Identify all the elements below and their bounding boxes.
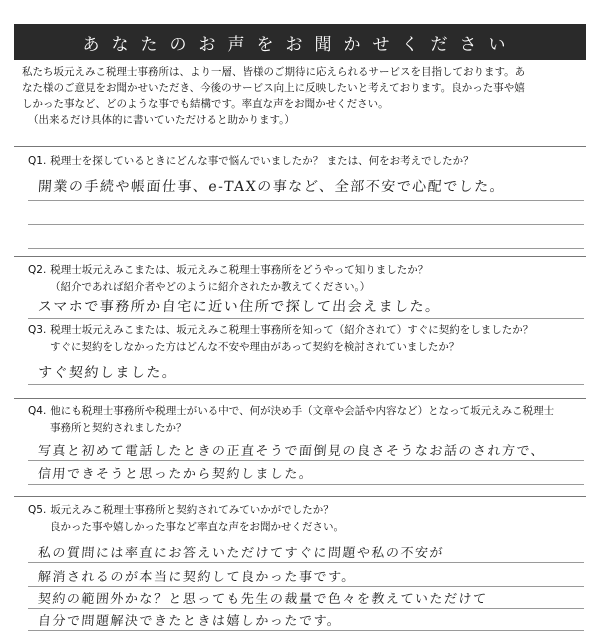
answer-1: 開業の手続や帳面仕事、e-TAXの事など、全部不安で心配でした。 (37, 179, 506, 195)
question-1-number: Q1. (28, 155, 47, 167)
intro-text (22, 64, 582, 128)
question-1-text: 税理士を探しているときにどんな事で悩んでいましたか？ または、何をお考えでしたか？ (50, 155, 474, 167)
answer-line (28, 248, 584, 249)
intro-line-1: 私たち坂元えみこ税理士事務所は、より一層、皆様のご期待に応えられるサービスを目指しております。あ (22, 66, 526, 78)
answer-line (28, 460, 584, 461)
answer-2: スマホで事務所か自宅に近い住所で探して出会えました。 (37, 299, 442, 315)
question-3-text: 税理士坂元えみこまたは、坂元えみこ税理士事務所を知って（紹介されて）すぐに契約をしましたか？ (50, 324, 534, 336)
answer-line (28, 384, 584, 385)
question-5-number: Q5. (28, 504, 47, 516)
intro-note: （出来るだけ具体的に書いていただけると助かります。） (28, 114, 295, 126)
section-divider (14, 496, 586, 497)
answer-4-line-2: 信用できそうと思ったから契約しました。 (37, 467, 314, 482)
question-5-subtext: 良かった事や嬉しかった事など率直な声をお聞かせください。 (50, 521, 344, 533)
question-3-subtext: すぐに契約をしなかった方はどんな不安や理由があって契約を検討されていましたか？ (50, 341, 460, 353)
question-5 (28, 502, 588, 536)
question-5-text: 坂元えみこ税理士事務所と契約されてみていかがでしたか？ (50, 504, 334, 516)
answer-line (28, 630, 584, 631)
question-4-subtext: 事務所と契約されましたか？ (50, 422, 187, 434)
question-2-number: Q2. (28, 264, 47, 276)
page-title: あなたのお声をお聞かせください (14, 24, 586, 60)
answer-line (28, 318, 584, 319)
answer-line (28, 586, 584, 587)
answer-5-line-2: 解消されるのが本当に契約して良かった事です。 (37, 570, 357, 585)
answer-line (28, 200, 584, 201)
answer-line (28, 484, 584, 485)
intro-line-2: なた様のご意見をお聞かせいただき、今後のサービス向上に反映したいと考えております。良かった事や嬉 (22, 82, 525, 94)
question-2-text: 税理士坂元えみこまたは、坂元えみこ税理士事務所をどうやって知りましたか？ (50, 264, 429, 276)
intro-line-3: しかった事など、どのような事でも結構です。率直な声をお聞かせください。 (22, 98, 389, 110)
section-divider (14, 398, 586, 399)
answer-5-line-4: 自分で問題解決できたときは嬉しかったです。 (37, 614, 342, 629)
answer-line (28, 608, 584, 609)
question-4-text: 他にも税理士事務所や税理士がいる中で、何が決め手（文章や会話や内容など）となって坂元えみこ税理士 (50, 405, 555, 417)
question-4 (28, 403, 588, 437)
section-divider (14, 256, 586, 257)
section-divider (14, 146, 586, 147)
question-3 (28, 322, 588, 356)
question-3-number: Q3. (28, 324, 47, 336)
answer-line (28, 562, 584, 563)
answer-3: すぐ契約しました。 (37, 365, 178, 381)
answer-5-line-3: 契約の範囲外かな？と思っても先生の裁量で色々を教えていただけて (37, 592, 488, 607)
question-4-number: Q4. (28, 405, 47, 417)
answer-4-line-1: 写真と初めて電話したときの正直そうで面倒見の良さそうなお話のされ方で、 (37, 444, 546, 459)
question-2-subtext: （紹介であれば紹介者やどのように紹介されたか教えてください。） (50, 281, 371, 293)
answer-5-line-1: 私の質問には率直にお答えいただけてすぐに問題や私の不安が (37, 546, 445, 561)
question-1 (28, 153, 588, 170)
question-2 (28, 262, 588, 296)
answer-line (28, 224, 584, 225)
